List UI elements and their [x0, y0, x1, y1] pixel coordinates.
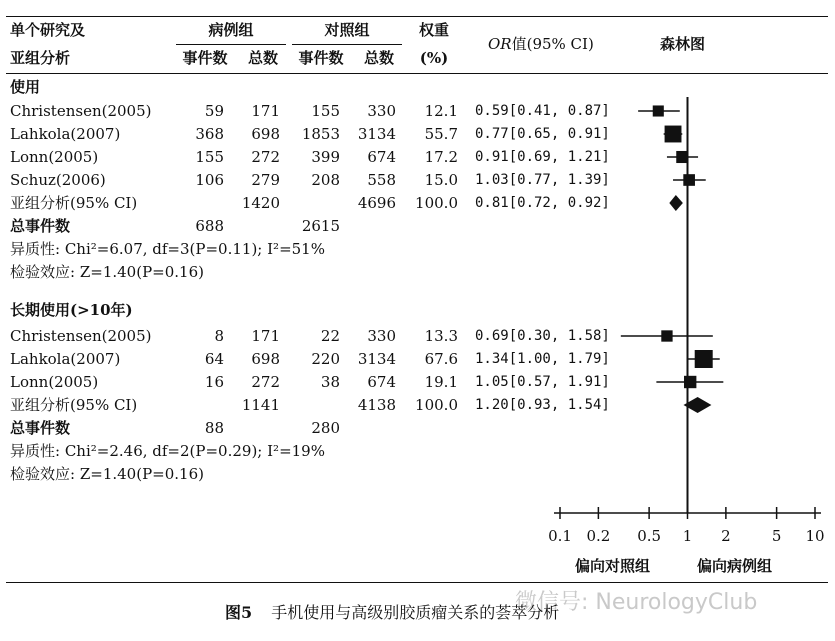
header-study-line1: 单个研究及: [10, 21, 86, 39]
case-events: 59: [204, 102, 224, 120]
subgroup-case-total: 1420: [241, 194, 280, 212]
header-weight-line1: 权重: [418, 21, 449, 39]
ctrl-events: 399: [311, 148, 340, 166]
case-events: 106: [195, 171, 224, 189]
ctrl-events: 155: [311, 102, 340, 120]
subgroup-weight: 100.0: [415, 194, 458, 212]
x-axis-tick-label: 5: [771, 527, 782, 545]
pooled-diamond: [669, 195, 683, 211]
or-ci: 1.05[0.57, 1.91]: [475, 374, 610, 390]
or-ci: 0.69[0.30, 1.58]: [475, 328, 610, 344]
case-total: 279: [251, 171, 280, 189]
weight: 15.0: [424, 171, 458, 189]
ctrl-total: 674: [367, 373, 396, 391]
favours-case-label: 偏向病例组: [697, 557, 773, 575]
study-name: Christensen(2005): [10, 327, 152, 345]
ctrl-total: 3134: [357, 125, 396, 143]
header-forest-label: 森林图: [660, 35, 706, 53]
case-total: 171: [251, 327, 280, 345]
ctrl-total: 330: [367, 327, 396, 345]
case-events: 155: [195, 148, 224, 166]
study-name: Lonn(2005): [10, 148, 99, 166]
or-ci: 1.34[1.00, 1.79]: [475, 351, 610, 367]
weight: 13.3: [424, 327, 458, 345]
weight: 55.7: [424, 125, 458, 143]
watermark: 微信号: NeurologyClub: [515, 590, 758, 615]
study-name: Schuz(2006): [10, 171, 106, 189]
header-ctrl-total: 总数: [363, 49, 394, 67]
effect-test-text: 检验效应: Z=1.40(P=0.16): [10, 263, 204, 281]
ctrl-total: 330: [367, 102, 396, 120]
figure-label: 图5: [225, 603, 253, 622]
study-point: [683, 174, 695, 186]
x-axis-tick-label: 1: [682, 527, 693, 545]
case-events: 16: [204, 373, 224, 391]
study-name: Lahkola(2007): [10, 125, 121, 143]
subgroup-name: 亚组分析(95% CI): [10, 194, 138, 212]
ctrl-events: 208: [311, 171, 340, 189]
subgroup-name: 亚组分析(95% CI): [10, 396, 138, 414]
ctrl-events: 38: [320, 373, 340, 391]
study-name: Lonn(2005): [10, 373, 99, 391]
header-case-events: 事件数: [182, 49, 228, 67]
x-axis-tick-label: 2: [721, 527, 731, 545]
ctrl-events: 220: [311, 350, 340, 368]
header-control-group: 对照组: [324, 21, 370, 39]
heterogeneity-text: 异质性: Chi²=6.07, df=3(P=0.11); I²=51%: [10, 240, 325, 258]
weight: 19.1: [424, 373, 458, 391]
header-study-line2: 亚组分析: [10, 49, 71, 67]
study-name: Lahkola(2007): [10, 350, 121, 368]
x-axis-tick-label: 0.1: [548, 527, 572, 545]
section-title: 长期使用(>10年): [10, 301, 133, 319]
heterogeneity-text: 异质性: Chi²=2.46, df=2(P=0.29); I²=19%: [10, 442, 325, 460]
study-point: [661, 330, 672, 341]
header-or-italic: OR: [488, 35, 512, 53]
ctrl-events: 1853: [301, 125, 340, 143]
or-ci: 0.91[0.69, 1.21]: [475, 149, 610, 165]
x-axis-tick-label: 0.5: [637, 527, 662, 545]
header-case-total: 总数: [247, 49, 278, 67]
subgroup-ctrl-total: 4696: [357, 194, 396, 212]
section-title: 使用: [10, 78, 41, 96]
header-weight-line2: (%): [419, 49, 449, 67]
case-events: 368: [195, 125, 224, 143]
header-case-group: 病例组: [208, 21, 254, 39]
header-ctrl-events: 事件数: [298, 49, 344, 67]
study-name: Christensen(2005): [10, 102, 152, 120]
favours-control-label: 偏向对照组: [575, 557, 651, 575]
weight: 67.6: [424, 350, 458, 368]
total-events-ctrl: 2615: [301, 217, 340, 235]
weight: 12.1: [424, 102, 458, 120]
or-ci: 0.77[0.65, 0.91]: [475, 126, 610, 142]
ctrl-total: 3134: [357, 350, 396, 368]
or-ci: 1.03[0.77, 1.39]: [475, 172, 610, 188]
ctrl-total: 674: [367, 148, 396, 166]
ctrl-events: 22: [320, 327, 340, 345]
x-axis-tick-label: 0.2: [586, 527, 611, 545]
case-total: 272: [251, 148, 280, 166]
total-events-case: 688: [195, 217, 224, 235]
subgroup-weight: 100.0: [415, 396, 458, 414]
figure-caption: [225, 604, 559, 622]
subgroup-ctrl-total: 4138: [357, 396, 396, 414]
case-events: 64: [204, 350, 224, 368]
study-point: [695, 350, 713, 368]
case-total: 698: [251, 350, 280, 368]
figure-caption-text: 手机使用与高级别胶质瘤关系的荟萃分析: [271, 603, 560, 622]
case-total: 171: [251, 102, 280, 120]
subgroup-case-total: 1141: [241, 396, 280, 414]
weight: 17.2: [424, 148, 458, 166]
study-point: [676, 151, 688, 163]
total-events-label: 总事件数: [10, 217, 71, 235]
ctrl-total: 558: [367, 171, 396, 189]
total-events-label: 总事件数: [10, 419, 71, 437]
subgroup-or-ci: 0.81[0.72, 0.92]: [475, 195, 610, 211]
subgroup-or-ci: 1.20[0.93, 1.54]: [475, 397, 610, 413]
total-events-case: 88: [204, 419, 224, 437]
case-events: 8: [214, 327, 224, 345]
x-axis-tick-label: 10: [805, 527, 825, 545]
study-point: [653, 105, 664, 116]
effect-test-text: 检验效应: Z=1.40(P=0.16): [10, 465, 204, 483]
total-events-ctrl: 280: [311, 419, 340, 437]
or-ci: 0.59[0.41, 0.87]: [475, 103, 610, 119]
study-point: [684, 376, 696, 388]
header-or-rest: 值(95% CI): [511, 35, 594, 53]
study-point: [665, 126, 682, 143]
case-total: 698: [251, 125, 280, 143]
case-total: 272: [251, 373, 280, 391]
